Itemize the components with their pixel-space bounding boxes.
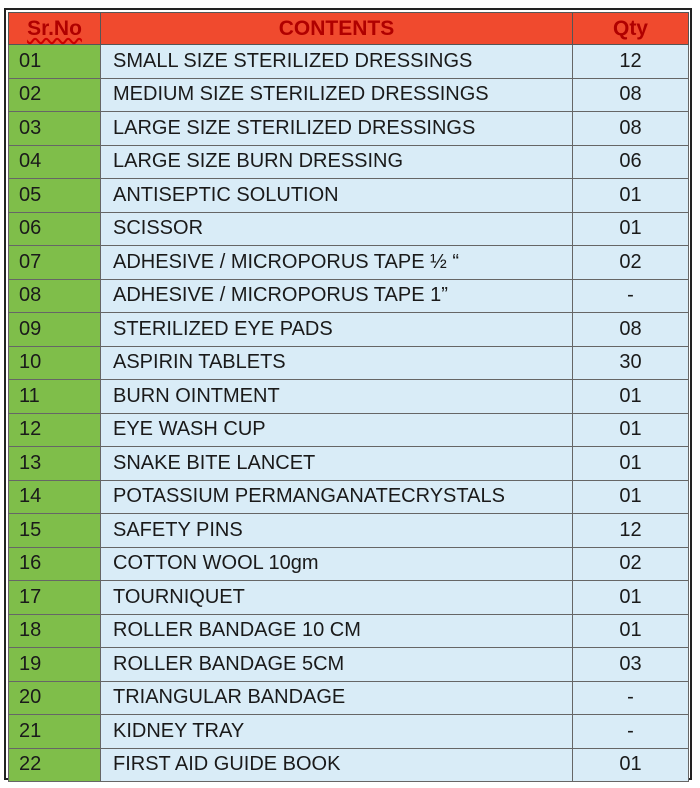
row-item: SCISSOR xyxy=(101,212,573,246)
table-row xyxy=(9,313,689,347)
header-sr-no: Sr.No xyxy=(9,13,101,45)
row-item: MEDIUM SIZE STERILIZED DRESSINGS xyxy=(101,78,573,112)
row-qty: 08 xyxy=(573,78,689,112)
table-row xyxy=(9,715,689,749)
row-number: 18 xyxy=(9,614,101,648)
row-qty: 12 xyxy=(573,514,689,548)
table-row xyxy=(9,581,689,615)
row-number: 16 xyxy=(9,547,101,581)
row-qty: 08 xyxy=(573,112,689,146)
header-contents: CONTENTS xyxy=(101,13,573,45)
row-item: ANTISEPTIC SOLUTION xyxy=(101,179,573,213)
row-number: 17 xyxy=(9,581,101,615)
row-number: 19 xyxy=(9,648,101,682)
row-item: ROLLER BANDAGE 5CM xyxy=(101,648,573,682)
table-body xyxy=(9,45,689,782)
row-qty: 03 xyxy=(573,648,689,682)
row-qty: 08 xyxy=(573,313,689,347)
row-qty: 30 xyxy=(573,346,689,380)
row-qty: 01 xyxy=(573,179,689,213)
table-row xyxy=(9,648,689,682)
row-number: 08 xyxy=(9,279,101,313)
table-row xyxy=(9,547,689,581)
row-item: ADHESIVE / MICROPORUS TAPE 1” xyxy=(101,279,573,313)
row-qty: 02 xyxy=(573,547,689,581)
row-number: 03 xyxy=(9,112,101,146)
table-row xyxy=(9,346,689,380)
row-qty: 01 xyxy=(573,212,689,246)
row-number: 21 xyxy=(9,715,101,749)
row-item: KIDNEY TRAY xyxy=(101,715,573,749)
row-item: EYE WASH CUP xyxy=(101,413,573,447)
row-number: 02 xyxy=(9,78,101,112)
table-row xyxy=(9,480,689,514)
row-item: LARGE SIZE STERILIZED DRESSINGS xyxy=(101,112,573,146)
row-qty: 01 xyxy=(573,480,689,514)
table-row xyxy=(9,514,689,548)
table-row xyxy=(9,45,689,79)
row-item: STERILIZED EYE PADS xyxy=(101,313,573,347)
header-row xyxy=(9,13,689,45)
row-number: 11 xyxy=(9,380,101,414)
table-row xyxy=(9,380,689,414)
row-number: 15 xyxy=(9,514,101,548)
table-row xyxy=(9,447,689,481)
row-number: 14 xyxy=(9,480,101,514)
row-item: ROLLER BANDAGE 10 CM xyxy=(101,614,573,648)
row-number: 06 xyxy=(9,212,101,246)
row-number: 05 xyxy=(9,179,101,213)
row-qty: 01 xyxy=(573,380,689,414)
row-qty: 01 xyxy=(573,413,689,447)
row-number: 09 xyxy=(9,313,101,347)
row-item: TRIANGULAR BANDAGE xyxy=(101,681,573,715)
table-row xyxy=(9,614,689,648)
row-number: 10 xyxy=(9,346,101,380)
table-row xyxy=(9,748,689,782)
row-number: 20 xyxy=(9,681,101,715)
row-qty: 01 xyxy=(573,581,689,615)
row-item: FIRST AID GUIDE BOOK xyxy=(101,748,573,782)
table-row xyxy=(9,681,689,715)
table-row xyxy=(9,212,689,246)
row-item: ASPIRIN TABLETS xyxy=(101,346,573,380)
row-number: 22 xyxy=(9,748,101,782)
row-qty: 06 xyxy=(573,145,689,179)
row-item: SAFETY PINS xyxy=(101,514,573,548)
table-row xyxy=(9,78,689,112)
row-qty: - xyxy=(573,279,689,313)
table-row xyxy=(9,413,689,447)
table-row xyxy=(9,279,689,313)
row-number: 01 xyxy=(9,45,101,79)
row-number: 12 xyxy=(9,413,101,447)
row-qty: - xyxy=(573,681,689,715)
row-number: 07 xyxy=(9,246,101,280)
row-qty: 12 xyxy=(573,45,689,79)
row-qty: 01 xyxy=(573,614,689,648)
row-item: COTTON WOOL 10gm xyxy=(101,547,573,581)
first-aid-contents-table xyxy=(8,12,689,782)
header-qty: Qty xyxy=(573,13,689,45)
row-item: BURN OINTMENT xyxy=(101,380,573,414)
row-number: 04 xyxy=(9,145,101,179)
row-item: POTASSIUM PERMANGANATECRYSTALS xyxy=(101,480,573,514)
row-qty: 01 xyxy=(573,447,689,481)
row-item: LARGE SIZE BURN DRESSING xyxy=(101,145,573,179)
table-row xyxy=(9,179,689,213)
row-item: TOURNIQUET xyxy=(101,581,573,615)
row-qty: - xyxy=(573,715,689,749)
table-row xyxy=(9,246,689,280)
table-row xyxy=(9,112,689,146)
row-qty: 02 xyxy=(573,246,689,280)
row-item: ADHESIVE / MICROPORUS TAPE ½ “ xyxy=(101,246,573,280)
row-number: 13 xyxy=(9,447,101,481)
row-item: SMALL SIZE STERILIZED DRESSINGS xyxy=(101,45,573,79)
row-qty: 01 xyxy=(573,748,689,782)
table-row xyxy=(9,145,689,179)
row-item: SNAKE BITE LANCET xyxy=(101,447,573,481)
